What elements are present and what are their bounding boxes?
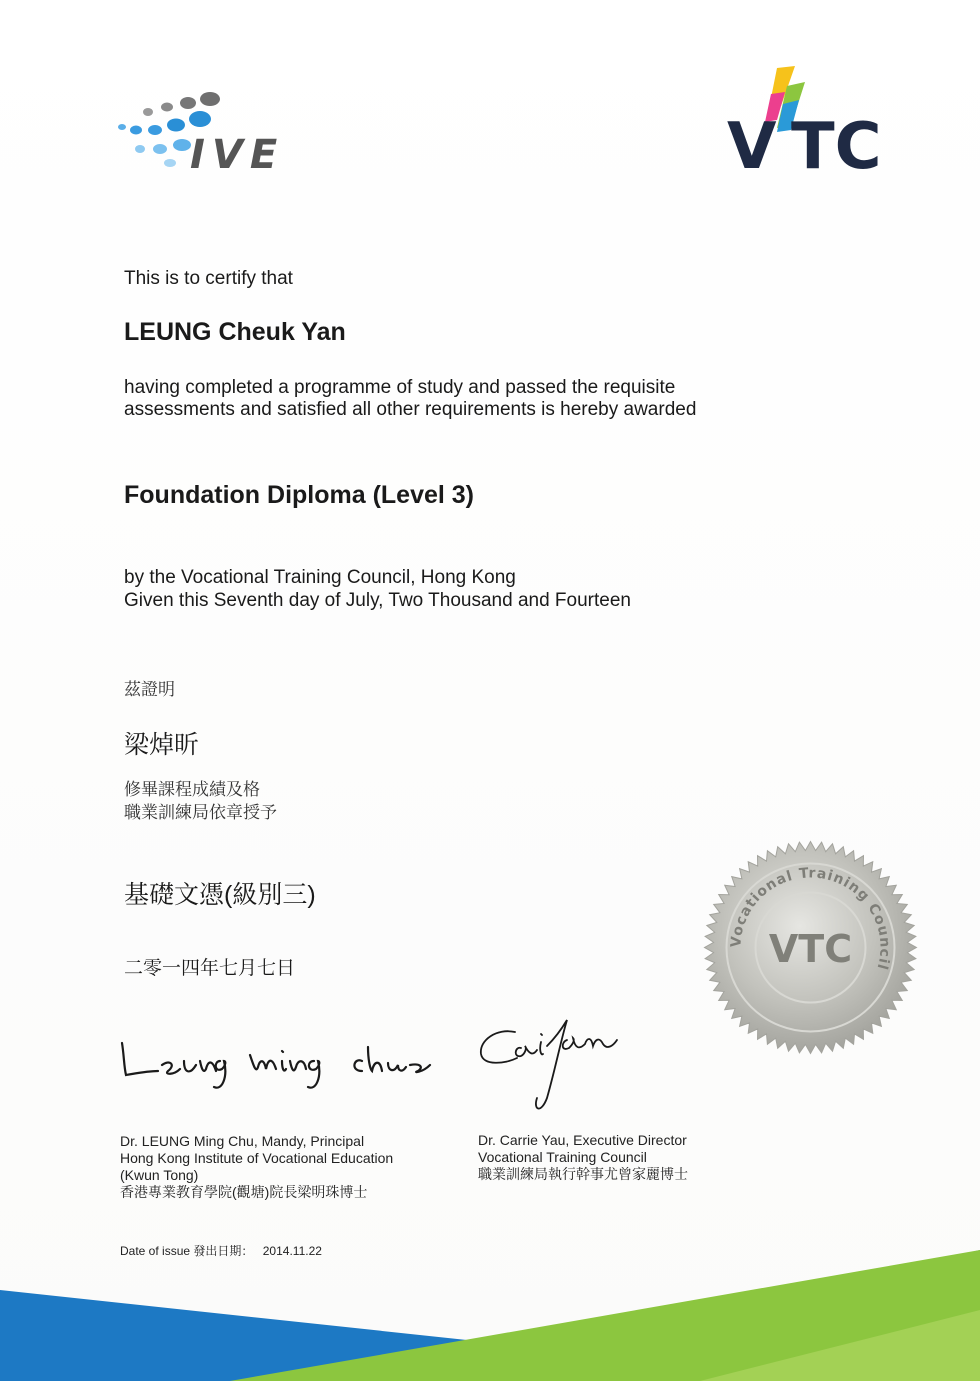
recipient-name-zh: 梁焯昕 bbox=[124, 731, 200, 759]
issuer-statement bbox=[124, 566, 631, 612]
signatory-left-zh: 香港專業教育學院(觀塘)院長梁明珠博士 bbox=[120, 1184, 368, 1200]
certify-intro-zh: 茲證明 bbox=[124, 680, 175, 699]
signature-left bbox=[118, 1025, 438, 1095]
signatory-left-campus: (Kwun Tong) bbox=[120, 1167, 199, 1183]
ive-logo bbox=[110, 85, 325, 180]
vtc-logo-v: V bbox=[727, 110, 777, 180]
award-date-zh: 二零一四年七月七日 bbox=[124, 958, 296, 979]
signatory-left-institute: Hong Kong Institute of Vocational Education bbox=[120, 1150, 394, 1166]
signatory-right-council: Vocational Training Council bbox=[478, 1149, 647, 1165]
statement-line-1: having completed a programme of study and passed the requisite bbox=[124, 377, 676, 398]
issue-label-zh: 發出日期： bbox=[193, 1244, 254, 1258]
signatory-right-title: Dr. Carrie Yau, Executive Director bbox=[478, 1132, 687, 1148]
issuer-line: by the Vocational Training Council, Hong Kong bbox=[124, 567, 516, 588]
signatory-right bbox=[478, 1132, 688, 1183]
award-title: Foundation Diploma (Level 3) bbox=[124, 481, 475, 509]
issue-date-value: 2014.11.22 bbox=[262, 1244, 322, 1258]
vtc-logo bbox=[725, 60, 905, 180]
certify-intro: This is to certify that bbox=[124, 268, 293, 289]
vtc-seal bbox=[703, 840, 918, 1055]
vtc-logo-tc: TC bbox=[791, 110, 882, 180]
signatory-left-title: Dr. LEUNG Ming Chu, Mandy, Principal bbox=[120, 1133, 365, 1149]
statement-line-2: assessments and satisfied all other requirements is hereby awarded bbox=[124, 399, 697, 420]
statement-line-1-zh: 修畢課程成績及格 bbox=[124, 780, 260, 799]
decorative-bands bbox=[0, 1190, 980, 1381]
completion-statement bbox=[124, 377, 696, 421]
recipient-name: LEUNG Cheuk Yan bbox=[124, 318, 346, 346]
seal-ring-text: Vocational Training Council bbox=[728, 865, 893, 973]
ive-logo-text: IVE bbox=[190, 132, 285, 178]
award-date-line: Given this Seventh day of July, Two Thousand and Fourteen bbox=[124, 590, 631, 611]
statement-line-2-zh: 職業訓練局依章授予 bbox=[124, 803, 277, 822]
signature-right bbox=[475, 1010, 655, 1120]
signatory-right-zh: 職業訓練局執行幹事尤曾家麗博士 bbox=[478, 1166, 688, 1182]
seal-center-logo: VTC bbox=[768, 927, 853, 971]
issue-label-en: Date of issue bbox=[120, 1244, 191, 1258]
completion-statement-zh bbox=[124, 778, 277, 824]
award-title-zh: 基礎文憑(級別三) bbox=[124, 881, 316, 909]
